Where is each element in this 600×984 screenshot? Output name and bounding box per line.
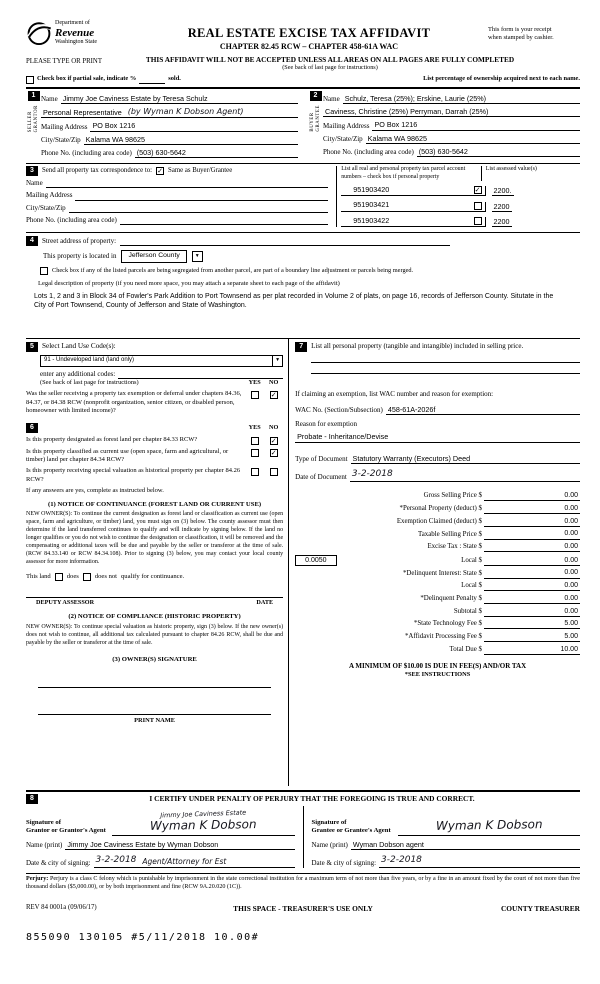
- grantee-date-value: 3-2-2018: [381, 855, 422, 866]
- additional-codes-input[interactable]: [118, 370, 283, 379]
- fee-row: [295, 517, 580, 527]
- receipt-note: [488, 20, 580, 43]
- certify-statement: I CERTIFY UNDER PENALTY OF PERJURY THAT THE FOREGOING IS TRUE AND CORRECT.: [149, 793, 475, 803]
- form-revision-number: REV 84 0001a (09/06/17): [26, 904, 97, 912]
- buyer-name-value: Schulz, Teresa (25%); Erskine, Laurie (25%): [344, 93, 486, 103]
- parcel-number: 951903422: [353, 215, 390, 225]
- corr-csz-input[interactable]: [69, 204, 329, 213]
- land-use-column: [26, 339, 289, 786]
- fee-row: [295, 632, 580, 642]
- personal-property-checkbox[interactable]: ✓: [474, 186, 481, 195]
- fee-value: 5.00: [564, 632, 578, 640]
- section-8-badge: 8: [26, 794, 38, 804]
- type-of-document-label: Type of Document: [295, 454, 348, 463]
- grantor-date-value: 3-2-2018: [95, 855, 137, 866]
- does-checkbox[interactable]: [55, 573, 63, 581]
- date-label: DATE: [256, 599, 274, 607]
- fee-value: 0.00: [564, 492, 578, 500]
- notice-compliance-title: (2) NOTICE OF COMPLIANCE (HISTORIC PROPERTY): [68, 613, 241, 621]
- exemption-question: Was the seller receiving a property tax exemption or deferral under chapters 84.36, 84.37, or 84.38 RCW (nonprofit organization, senior citizen, or disabled person, homeowner with limited income)?: [26, 390, 242, 415]
- fee-value: 0.00: [564, 569, 578, 577]
- additional-codes-label: enter any additional codes:: [40, 369, 116, 378]
- deputy-assessor-label: DEPUTY ASSESSOR: [36, 599, 95, 607]
- buyer-mailing-value: PO Box 1216: [374, 120, 418, 130]
- buyer-phone-value: (503) 630-5642: [418, 146, 468, 156]
- notice-continuance-title: (1) NOTICE OF CONTINUANCE (FOREST LAND OR CURRENT USE): [47, 500, 262, 508]
- same-as-buyer-checkbox[interactable]: ✓: [157, 167, 163, 176]
- section-6-badge: 6: [26, 423, 38, 433]
- seller-phone-line[interactable]: [135, 148, 298, 158]
- see-instructions-note: *SEE INSTRUCTIONS: [404, 670, 471, 678]
- date-of-document-label: Date of Document: [295, 472, 347, 481]
- this-land-label: This land: [26, 572, 51, 580]
- buyer-sidebar: [308, 91, 323, 159]
- minimum-due-note: A MINIMUM OF $10.00 IS DUE IN FEE(S) AND/OR TAX: [348, 661, 527, 670]
- corr-mailing-input[interactable]: [75, 192, 328, 201]
- fee-label: *Delinquent Interest: State $: [402, 569, 482, 577]
- cashier-receipt-stamp: 855090 130105 #5/11/2018 10.00#: [26, 932, 260, 944]
- buyer-name-line[interactable]: [343, 94, 580, 104]
- see-back-note: (See back of last page for instructions): [282, 64, 378, 72]
- perjury-text: Perjury is a class C felony which is punishable by imprisonment in the state correctional institution for a maximum term of not more than five years, or by a fine in an amount fixed by the court of not more than five thousand dollars ($5,000.00), or by both imprisonment and fine (RCW 9A.20.020 (1C)).: [26, 875, 580, 890]
- parcel-number: 951903421: [353, 200, 390, 210]
- grantor-sig-label-1: Signature of: [26, 819, 61, 827]
- fee-value: 0.00: [564, 543, 578, 551]
- fee-value: 0.00: [564, 607, 578, 615]
- type-or-print-label: PLEASE TYPE OR PRINT: [26, 57, 102, 65]
- seller-csz-label: City/State/Zip: [41, 135, 81, 144]
- grantee-word: GRANTEE: [316, 104, 321, 132]
- form-title: REAL ESTATE EXCISE TAX AFFIDAVIT: [187, 26, 431, 40]
- grantor-signature-block: [26, 806, 303, 868]
- fee-line: [484, 529, 580, 539]
- notice-compliance-text: NEW OWNER(S): To continue special valuation as historic property, sign (3) below. If the new owner(s) does not wish to continue, all additional tax calculated pursuant to chapter 84.26 RCW, shall be due and payable by the seller or transferor at the time of sale.: [26, 624, 284, 646]
- partial-percent-input[interactable]: [139, 76, 165, 84]
- seller-title-value: Personal Representative: [43, 107, 122, 117]
- seller-mailing-value: PO Box 1216: [92, 121, 136, 131]
- buyer-csz-line[interactable]: [366, 134, 580, 144]
- fee-line: [484, 491, 580, 501]
- seller-agent-handwriting: (by Wyman K Dobson Agent): [127, 106, 244, 116]
- q1-yes-checkbox[interactable]: [251, 391, 259, 399]
- local-rate-box: 0.0050: [295, 555, 336, 566]
- warning-text: THIS AFFIDAVIT WILL NOT BE ACCEPTED UNLESS ALL AREAS ON ALL PAGES ARE FULLY COMPLETED: [145, 54, 515, 64]
- buyer-csz-value: Kalama WA 98625: [367, 133, 427, 143]
- legal-description-value: Lots 1, 2 and 3 in Block 34 of Fowler's Park Addition to Port Townsend as per plat recorded in Volume 2 of plats, on page 16, records of Jefferson County. Situtate in the City of Port Townsend, County of Jefferson and State of Washington.: [34, 292, 554, 309]
- yes-column-header: YES: [248, 379, 261, 387]
- tax-computation-column: [289, 339, 580, 786]
- correspondence-section: [26, 163, 580, 227]
- buyer-phone-line[interactable]: [417, 147, 580, 157]
- parcel-row: [341, 185, 580, 196]
- notice-continuance-text: NEW OWNER(S): To continue the current designation as forest land or classification as current use (open space, farm and agriculture, or timber) land, you must sign on (3) below. The county assessor must then determine if the land transferred continues to qualify and will indicate by signing below. If the land no longer qualifies or you do not wish to continue the designation or classification, it will be removed and the compensating or additional taxes will be due and payable by the seller or transferor at the time of sale. (RCW 84.33.140 or RCW 84.34.108). Prior to signing (3) below, you may contact your local county assessor for more information.: [26, 511, 284, 565]
- partial-sale-row: [26, 75, 580, 83]
- street-address-input[interactable]: [120, 237, 450, 246]
- wac-number-line[interactable]: [386, 405, 580, 415]
- title-block: [130, 20, 488, 53]
- county-treasurer-label: COUNTY TREASURER: [500, 903, 580, 913]
- fee-line: [484, 504, 580, 514]
- print-name-label: PRINT NAME: [134, 716, 176, 724]
- fee-label: *Personal Property (deduct) $: [399, 505, 482, 513]
- forest-land-question: Is this property designated as forest land per chapter 84.33 RCW?: [26, 435, 198, 443]
- question-row: [26, 467, 283, 484]
- treasurer-space-label: THIS SPACE - TREASURER'S USE ONLY: [233, 903, 373, 913]
- fee-row: [295, 568, 580, 578]
- reason-exemption-line[interactable]: [295, 432, 580, 442]
- grantor-signature-handwriting: Wyman K Dobson: [149, 817, 257, 834]
- fee-label: *State Technology Fee $: [413, 620, 482, 628]
- grantee-signature-input[interactable]: [398, 818, 581, 836]
- seller-phone-value: (503) 630-5642: [136, 147, 186, 157]
- owner-signature-input[interactable]: [38, 675, 271, 688]
- buyer-mailing-line[interactable]: [372, 120, 580, 130]
- no-column-header: NO: [269, 379, 279, 387]
- continuance-qualify-row: [26, 573, 283, 582]
- seller-name-value: Jimmy Joe Caviness Estate by Teresa Schulz: [62, 93, 208, 103]
- fee-label: *Delinquent Penalty $: [420, 594, 482, 602]
- corr-mailing-label: Mailing Address: [26, 191, 73, 200]
- fee-line: [484, 607, 580, 617]
- grantor-sig-label-2: Grantor or Grantor's Agent: [26, 827, 106, 835]
- reason-exemption-value: Probate - Inheritance/Devise: [297, 432, 389, 442]
- street-address-label: Street address of property:: [42, 237, 117, 246]
- buyer-word: BUYER: [309, 111, 315, 132]
- property-location-section: [26, 232, 580, 336]
- fee-row: [295, 607, 580, 617]
- current-use-no-checkbox[interactable]: ✓: [270, 448, 277, 457]
- county-value: Jefferson County: [128, 252, 180, 260]
- fee-row: [295, 619, 580, 629]
- no-column-header-2: NO: [269, 423, 279, 431]
- grantor-name-print-value: Jimmy Joe Caviness Estate by Wyman Dobson: [67, 839, 219, 849]
- fee-line: [484, 632, 580, 642]
- wac-number-value: 458-61A-2026f: [387, 404, 436, 414]
- partial-sale-checkbox[interactable]: [26, 76, 34, 84]
- historic-yes-checkbox[interactable]: [251, 468, 259, 476]
- personal-property-label: List all personal property (tangible and intangible) included in selling price.: [311, 341, 524, 350]
- header: [26, 20, 580, 53]
- seller-word: SELLER: [27, 110, 33, 132]
- yes-column-header-2: YES: [248, 423, 261, 431]
- fee-label: Total Due $: [449, 645, 482, 653]
- fee-value: 0.00: [564, 556, 578, 564]
- fee-row: [295, 491, 580, 501]
- section-3-badge: 3: [26, 166, 38, 176]
- certification-section: [26, 790, 580, 868]
- land-use-title: Select Land Use Code(s):: [42, 342, 116, 351]
- assessed-value: 2200: [493, 201, 510, 211]
- fee-value: 0.00: [564, 505, 578, 513]
- fee-label: Subtotal $: [453, 607, 482, 615]
- parcel-numbers-header: List all real and personal property tax parcel account numbers – check box if personal property: [341, 166, 466, 180]
- grantor-date-label: Date & city of signing:: [26, 858, 91, 867]
- fee-row-total: [295, 645, 580, 655]
- perjury-statement: [26, 873, 580, 892]
- dept-of-label: Department of: [55, 20, 90, 26]
- fee-label: *Affidavit Processing Fee $: [404, 633, 482, 641]
- type-of-document-line[interactable]: [351, 454, 580, 464]
- corr-phone-label: Phone No. (including area code): [26, 215, 117, 224]
- personal-property-checkbox[interactable]: [474, 202, 482, 210]
- fee-row: [295, 594, 580, 604]
- forest-no-checkbox[interactable]: ✓: [270, 436, 277, 445]
- question-row: [26, 390, 283, 415]
- personal-property-checkbox[interactable]: [474, 217, 482, 225]
- q1-no-checkbox[interactable]: ✓: [270, 391, 277, 400]
- grantee-date-line[interactable]: [379, 855, 580, 868]
- seller-name-line2[interactable]: [41, 107, 298, 118]
- assessed-values-header: List assessed value(s): [481, 166, 580, 181]
- fee-line: [484, 581, 580, 591]
- question-row: [26, 436, 283, 445]
- ownership-note: List percentage of ownership acquired next to each name.: [423, 75, 580, 83]
- qualify-label: qualify for continuance.: [121, 572, 185, 580]
- warning-block: [130, 55, 530, 73]
- fee-row: [295, 529, 580, 539]
- reason-exemption-label: Reason for exemption: [295, 420, 357, 429]
- buyer-mailing-label: Mailing Address: [323, 121, 370, 130]
- sold-label: sold.: [168, 75, 181, 83]
- perjury-lead: Perjury:: [26, 875, 49, 882]
- personal-property-input-2[interactable]: [311, 363, 580, 374]
- seller-mailing-line[interactable]: [90, 121, 298, 131]
- see-back-note-2: (See back of last page for instructions): [40, 378, 139, 386]
- grantee-sig-label-2: Grantee or Grantee's Agent: [311, 827, 391, 835]
- chevron-down-icon: ▼: [272, 356, 282, 366]
- historic-question: Is this property receiving special valuation as historical property per chapter 84.26 RCW?: [26, 467, 241, 483]
- grantee-signature-handwriting: Wyman K Dobson: [435, 817, 543, 834]
- grantor-name-print-line[interactable]: [65, 840, 294, 850]
- grantee-signature-block: [303, 806, 581, 868]
- type-of-document-value: Statutory Warranty (Executors) Deed: [352, 453, 471, 463]
- receipt-note-line2: when stamped by cashier.: [488, 34, 554, 42]
- segregated-label: Check box if any of the listed parcels are being segregated from another parcel, are part of a boundary line adjustment or parcels being merged.: [52, 267, 414, 274]
- seller-sidebar: [26, 91, 41, 159]
- does-not-label: does not: [94, 572, 117, 580]
- parcel-row: [341, 200, 580, 211]
- fee-label: Local $: [461, 582, 482, 590]
- receipt-note-line1: This form is your receipt: [488, 26, 552, 33]
- fee-value: 10.00: [560, 645, 578, 653]
- grantee-sig-label-1: Signature of: [311, 819, 347, 827]
- deputy-assessor-line: [26, 597, 283, 608]
- fee-row: [295, 542, 580, 552]
- owners-signature-title: (3) OWNER(S) SIGNATURE: [112, 655, 197, 663]
- logo-text: [55, 20, 97, 47]
- buyer-vertical-label: [310, 105, 321, 132]
- fee-label: Gross Selling Price $: [423, 492, 482, 500]
- buyer-name-value2: Caviness, Christine (25%) Perryman, Darrah (25%): [325, 106, 489, 116]
- revenue-logo-icon: [26, 20, 52, 46]
- chevron-down-icon: ▼: [194, 253, 200, 260]
- forest-yes-checkbox[interactable]: [251, 437, 259, 445]
- parcel-row: [341, 216, 580, 227]
- seller-vertical-label: [28, 105, 39, 132]
- fee-line: [484, 645, 580, 655]
- does-label: does: [66, 572, 79, 580]
- grantor-date-line[interactable]: [94, 855, 295, 868]
- segregated-checkbox[interactable]: [40, 267, 48, 275]
- wac-number-label: WAC No. (Section/Subsection): [295, 406, 383, 415]
- fee-line: [484, 517, 580, 527]
- section-1-badge: 1: [28, 91, 40, 101]
- section-5-badge: 5: [26, 342, 38, 352]
- section-2-badge: 2: [310, 91, 322, 101]
- seller-section: [26, 91, 308, 159]
- same-as-buyer-label: Same as Buyer/Grantee: [168, 166, 233, 174]
- revenue-label: Revenue: [55, 26, 95, 39]
- section-7-badge: 7: [295, 342, 307, 352]
- fee-label: Local $: [461, 556, 482, 564]
- fee-value: 0.00: [564, 530, 578, 538]
- legal-description-label: Legal description of property (if you need more space, you may attach a separate sheet to each page of the affidavit): [38, 280, 340, 288]
- grantor-word: GRANTOR: [34, 104, 39, 132]
- fee-row-local-rate: [295, 555, 580, 566]
- if-yes-note: If any answers are yes, complete as instructed below.: [26, 487, 164, 495]
- fee-label: Taxable Selling Price $: [417, 530, 482, 538]
- grantee-name-print-label: Name (print): [311, 841, 348, 850]
- seller-name-label: Name: [41, 94, 58, 103]
- does-not-checkbox[interactable]: [83, 573, 91, 581]
- state-label: Washington State: [55, 38, 98, 45]
- county-dropdown[interactable]: [121, 250, 186, 263]
- county-dropdown-button[interactable]: [192, 251, 203, 262]
- land-use-dropdown[interactable]: [40, 355, 283, 367]
- seller-csz-value: Kalama WA 98625: [85, 134, 145, 144]
- assessed-value: 2200: [493, 217, 510, 227]
- seller-mailing-label: Mailing Address: [41, 122, 88, 131]
- buyer-name-line2[interactable]: [323, 107, 580, 117]
- grantee-name-print-line[interactable]: [351, 840, 580, 850]
- chapter-line: CHAPTER 82.45 RCW – CHAPTER 458-61A WAC: [219, 42, 399, 52]
- corr-phone-input[interactable]: [120, 216, 328, 225]
- fee-label: Excise Tax : State $: [427, 543, 482, 551]
- parties-block: [26, 87, 580, 159]
- corr-csz-label: City/State/Zip: [26, 203, 66, 212]
- grantee-date-label: Date & city of signing:: [311, 858, 377, 867]
- personal-property-input-1[interactable]: [311, 352, 580, 363]
- current-use-question: Is this property classified as current use (open space, farm and agricultural, or timber) land per chapter 84.34 RCW?: [26, 447, 229, 463]
- fee-label: Exemption Claimed (deduct) $: [396, 517, 482, 525]
- grantor-estate-handwriting: Jimmy Joe Caviness Estate: [160, 808, 247, 820]
- date-of-document-value: 3-2-2018: [351, 469, 393, 480]
- assessed-value: 2200.: [493, 186, 512, 196]
- owner-print-name-input[interactable]: [38, 702, 271, 715]
- partial-sale-label: Check box if partial sale, indicate %: [37, 75, 137, 83]
- buyer-csz-label: City/State/Zip: [323, 134, 363, 143]
- exemption-intro: If claiming an exemption, list WAC number and reason for exemption:: [295, 389, 494, 398]
- fee-row: [295, 581, 580, 591]
- located-in-label: This property is located in: [43, 252, 117, 261]
- instruction-row: [26, 55, 580, 73]
- grantee-name-print-value: Wyman Dobson agent: [352, 839, 424, 849]
- fee-row: [295, 504, 580, 514]
- corr-name-label: Name: [26, 179, 43, 188]
- grantor-name-print-label: Name (print): [26, 841, 63, 850]
- current-use-yes-checkbox[interactable]: [251, 449, 259, 457]
- fee-line: [484, 619, 580, 629]
- historic-no-checkbox[interactable]: [270, 468, 278, 476]
- middle-columns: [26, 338, 580, 786]
- corr-name-input[interactable]: [46, 179, 329, 188]
- buyer-name-label: Name: [323, 94, 340, 103]
- fee-line: [484, 556, 580, 566]
- seller-name-line[interactable]: [61, 94, 298, 104]
- seller-phone-label: Phone No. (including area code): [41, 149, 132, 158]
- grantor-agent-note: Agent/Attorney for Est: [142, 857, 227, 867]
- buyer-phone-label: Phone No. (including area code): [323, 148, 414, 157]
- fee-value: 5.00: [564, 620, 578, 628]
- fee-line: [484, 594, 580, 604]
- dor-logo: [26, 20, 130, 47]
- fee-line: [484, 568, 580, 578]
- footer-row: [26, 904, 580, 914]
- section-4-badge: 4: [26, 236, 38, 246]
- question-row: [26, 448, 283, 465]
- fee-value: 0.00: [564, 582, 578, 590]
- date-of-document-line[interactable]: [350, 469, 580, 482]
- send-correspondence-label: Send all property tax correspondence to:: [42, 166, 153, 174]
- fee-line: [484, 542, 580, 552]
- grantor-signature-input[interactable]: [112, 810, 295, 836]
- fee-value: 0.00: [564, 517, 578, 525]
- seller-csz-line[interactable]: [84, 135, 298, 145]
- buyer-section: [308, 91, 580, 159]
- land-use-value: 91 - Undeveloped land (land only): [44, 356, 135, 363]
- fee-value: 0.00: [564, 594, 578, 602]
- parcel-number: 951903420: [353, 185, 390, 195]
